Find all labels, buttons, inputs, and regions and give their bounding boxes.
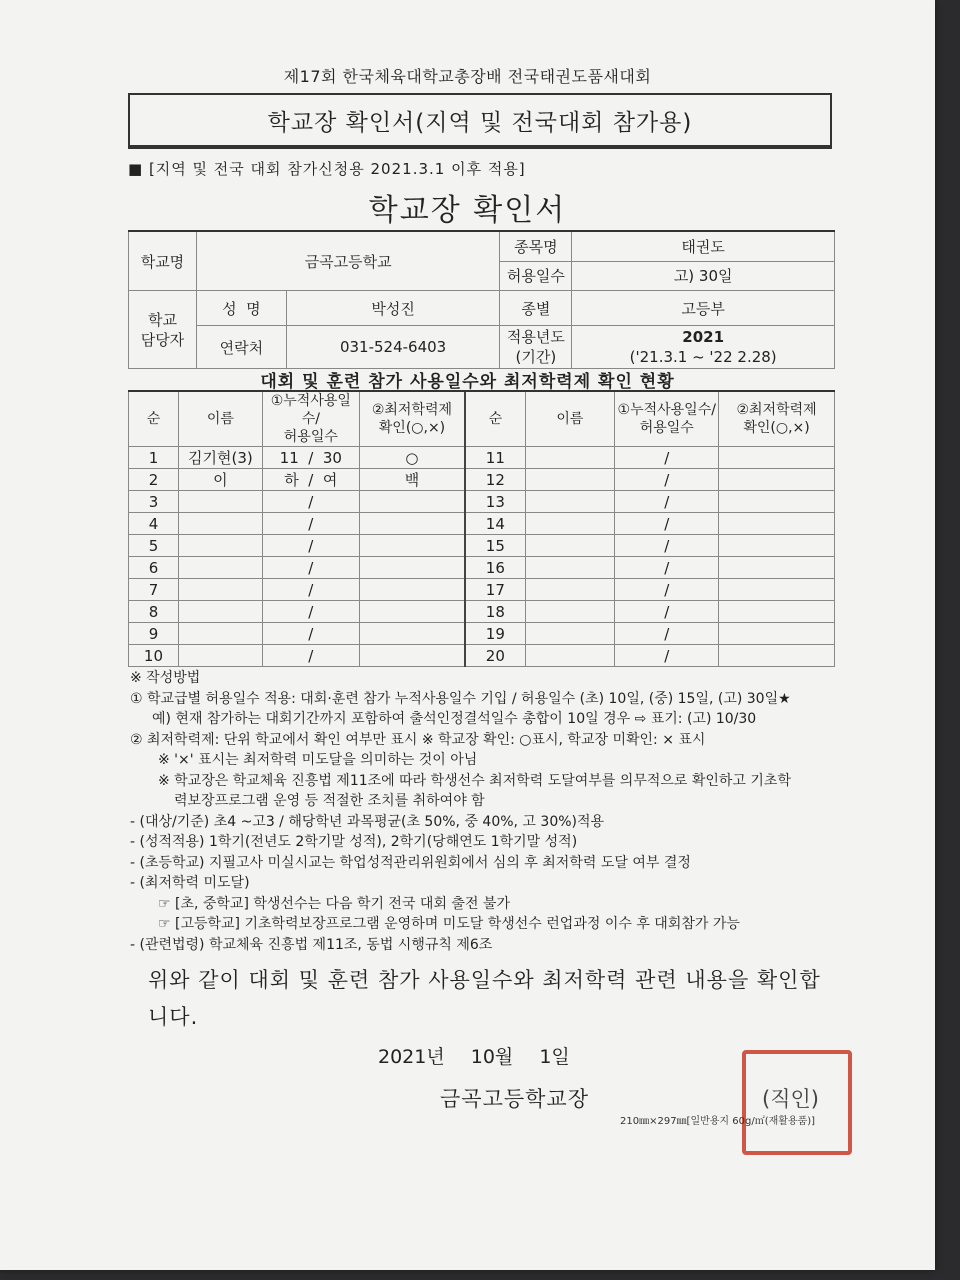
row-days: /: [615, 535, 719, 557]
row-days: 하 / 여: [262, 469, 359, 491]
guide-line: 예) 현재 참가하는 대회기간까지 포함하여 출석인정결석일수 총합이 10일 경우 ⇨ 표기: (고) 10/30: [152, 711, 757, 727]
row-no: 14: [465, 513, 525, 535]
row-check: ○: [359, 447, 465, 469]
row-name: [525, 579, 615, 601]
row-no: 17: [465, 579, 525, 601]
row-name: [178, 557, 262, 579]
row-check: [719, 535, 835, 557]
row-name: [525, 535, 615, 557]
row-days: /: [615, 557, 719, 579]
header-min-grade-right: ②최저학력제 확인(○,×): [719, 391, 835, 447]
table-row: [129, 513, 835, 535]
row-name: 이: [178, 469, 262, 491]
guide-line: ☞ [고등학교] 기초학력보장프로그램 운영하며 미도달 학생선수 런업과정 이수 후 대회참가 가능: [158, 916, 740, 932]
row-no: 18: [465, 601, 525, 623]
row-days: /: [615, 491, 719, 513]
row-no: 2: [129, 469, 179, 491]
type-label: 종별: [500, 291, 572, 326]
row-name: [178, 491, 262, 513]
row-days: /: [262, 601, 359, 623]
status-table: [128, 390, 835, 667]
row-days: /: [262, 623, 359, 645]
row-name: [525, 601, 615, 623]
row-no: 6: [129, 557, 179, 579]
type-value: 고등부: [572, 291, 835, 326]
guide-line: ※ '×' 표시는 최저학력 미도달을 의미하는 것이 아님: [158, 752, 478, 768]
contact-label: 연락처: [196, 326, 286, 369]
table-row: [129, 645, 835, 667]
row-name: [525, 469, 615, 491]
row-name: [178, 535, 262, 557]
row-no: 15: [465, 535, 525, 557]
row-name: [178, 579, 262, 601]
row-no: 4: [129, 513, 179, 535]
header-min-grade: ②최저학력제 확인(○,×): [359, 391, 465, 447]
row-check: 백: [359, 469, 465, 491]
header-no-right: 순: [465, 391, 525, 447]
row-no: 9: [129, 623, 179, 645]
school-label: 학교명: [129, 231, 197, 291]
table-row: [129, 623, 835, 645]
row-no: 5: [129, 535, 179, 557]
row-check: [719, 645, 835, 667]
row-name: [525, 491, 615, 513]
manager-label: 학교 담당자: [129, 291, 197, 369]
year-cell: [572, 326, 835, 369]
doc-heading: 학교장 확인서: [368, 193, 567, 228]
table-row: [129, 557, 835, 579]
info-table: [128, 230, 835, 369]
confirmation-text: 위와 같이 대회 및 훈련 참가 사용일수와 최저학력 관련 내용을 확인합니다.: [148, 968, 821, 1029]
row-check: [719, 601, 835, 623]
allowed-days-value: 고) 30일: [572, 261, 835, 291]
row-no: 10: [129, 645, 179, 667]
writing-guide: [130, 668, 840, 955]
row-name: [178, 513, 262, 535]
guide-line: ※ 작성방법: [130, 670, 201, 686]
row-check: [719, 557, 835, 579]
row-days: /: [615, 601, 719, 623]
header-name-right: 이름: [525, 391, 615, 447]
table-row: [129, 601, 835, 623]
row-no: 8: [129, 601, 179, 623]
year-label: 적용년도 (기간): [500, 326, 572, 369]
row-no: 16: [465, 557, 525, 579]
name-value: 박성진: [286, 291, 500, 326]
school-value: 금곡고등학교: [196, 231, 500, 291]
paper-spec: 210㎜×297㎜[일반용지 60g/㎡(재활용품)]: [620, 1116, 816, 1127]
header-days: ①누적사용일수/ 허용일수: [262, 391, 359, 447]
guide-line: ☞ [초, 중학교] 학생선수는 다음 학기 전국 대회 출전 불가: [158, 895, 510, 912]
guide-line: - (초등학교) 지필고사 미실시교는 학업성적관리위원회에서 심의 후 최저학력 도달 여부 결정: [130, 854, 691, 871]
seal-mark: (직인): [762, 1087, 819, 1111]
issue-date: 2021년 10월 1일: [378, 1046, 570, 1068]
row-check: [719, 447, 835, 469]
row-check: [359, 491, 465, 513]
table-row: [129, 579, 835, 601]
row-name: 김기현(3): [178, 447, 262, 469]
row-days: /: [262, 645, 359, 667]
row-days: /: [615, 645, 719, 667]
row-no: 20: [465, 645, 525, 667]
row-no: 19: [465, 623, 525, 645]
row-days: /: [615, 623, 719, 645]
guide-line: 력보장프로그램 운영 등 적절한 조치를 취하여야 함: [174, 793, 485, 809]
row-no: 12: [465, 469, 525, 491]
row-check: [719, 491, 835, 513]
header-no: 순: [129, 391, 179, 447]
guide-line: ② 최저학력제: 단위 학교에서 확인 여부만 표시 ※ 학교장 확인: ○표시, 학교장 미확인: × 표시: [130, 731, 706, 748]
row-check: [719, 513, 835, 535]
row-days: /: [262, 491, 359, 513]
table-row: [129, 491, 835, 513]
row-no: 11: [465, 447, 525, 469]
document-title: 학교장 확인서(지역 및 전국대회 참가용): [267, 109, 693, 136]
row-days: /: [615, 447, 719, 469]
table-row: [129, 447, 835, 469]
guide-line: ※ 학교장은 학교체육 진흥법 제11조에 따라 학생선수 최저학력 도달여부를 의무적으로 확인하고 기초학: [158, 772, 791, 789]
period-value: ('21.3.1 ~ '22 2.28): [629, 348, 777, 366]
row-check: [359, 535, 465, 557]
row-no: 1: [129, 447, 179, 469]
row-name: [525, 447, 615, 469]
row-name: [525, 645, 615, 667]
year-value: 2021: [682, 328, 725, 346]
status-title: 대회 및 훈련 참가 사용일수와 최저학력제 확인 현황: [260, 372, 675, 392]
row-check: [719, 579, 835, 601]
row-name: [178, 601, 262, 623]
competition-title: 제17회 한국체육대학교총장배 전국태권도품새대회: [283, 67, 652, 86]
row-check: [359, 557, 465, 579]
event-value: 태권도: [572, 231, 835, 261]
row-days: /: [615, 513, 719, 535]
row-days: /: [262, 513, 359, 535]
guide-line: - (최저학력 미도달): [130, 875, 250, 891]
principal-name: 금곡고등학교장: [440, 1087, 590, 1111]
row-check: [359, 513, 465, 535]
table-row: [129, 535, 835, 557]
row-days: /: [262, 579, 359, 601]
row-check: [359, 645, 465, 667]
row-check: [359, 601, 465, 623]
row-no: 3: [129, 491, 179, 513]
row-days: /: [615, 469, 719, 491]
allowed-days-label: 허용일수: [500, 261, 572, 291]
row-name: [178, 645, 262, 667]
row-name: [525, 557, 615, 579]
contact-value: 031-524-6403: [286, 326, 500, 369]
name-label: 성 명: [196, 291, 286, 326]
row-name: [525, 513, 615, 535]
header-days-right: ①누적사용일수/ 허용일수: [615, 391, 719, 447]
row-no: 7: [129, 579, 179, 601]
applies-note: ■ [지역 및 전국 대회 참가신청용 2021.3.1 이후 적용]: [128, 160, 526, 178]
header-name: 이름: [178, 391, 262, 447]
row-days: /: [615, 579, 719, 601]
row-check: [359, 623, 465, 645]
guide-line: ① 학교급별 허용일수 적용: 대회·훈련 참가 누적사용일수 기입 / 허용일수 (초) 10일, (중) 15일, (고) 30일★: [130, 690, 791, 707]
row-check: [359, 579, 465, 601]
row-check: [719, 469, 835, 491]
row-check: [719, 623, 835, 645]
row-name: [178, 623, 262, 645]
guide-line: - (관련법령) 학교체육 진흥법 제11조, 동법 시행규칙 제6조: [130, 936, 493, 953]
row-days: /: [262, 557, 359, 579]
table-row: [129, 469, 835, 491]
row-days: 11 / 30: [262, 447, 359, 469]
document-title-box: [128, 93, 832, 149]
row-name: [525, 623, 615, 645]
guide-line: - (성적적용) 1학기(전년도 2학기말 성적), 2학기(당해연도 1학기말 성적): [130, 834, 578, 850]
event-label: 종목명: [500, 231, 572, 261]
row-days: /: [262, 535, 359, 557]
row-no: 13: [465, 491, 525, 513]
guide-line: - (대상/기준) 초4 ~고3 / 해당학년 과목평균(초 50%, 중 40%, 고 30%)적용: [130, 813, 605, 830]
